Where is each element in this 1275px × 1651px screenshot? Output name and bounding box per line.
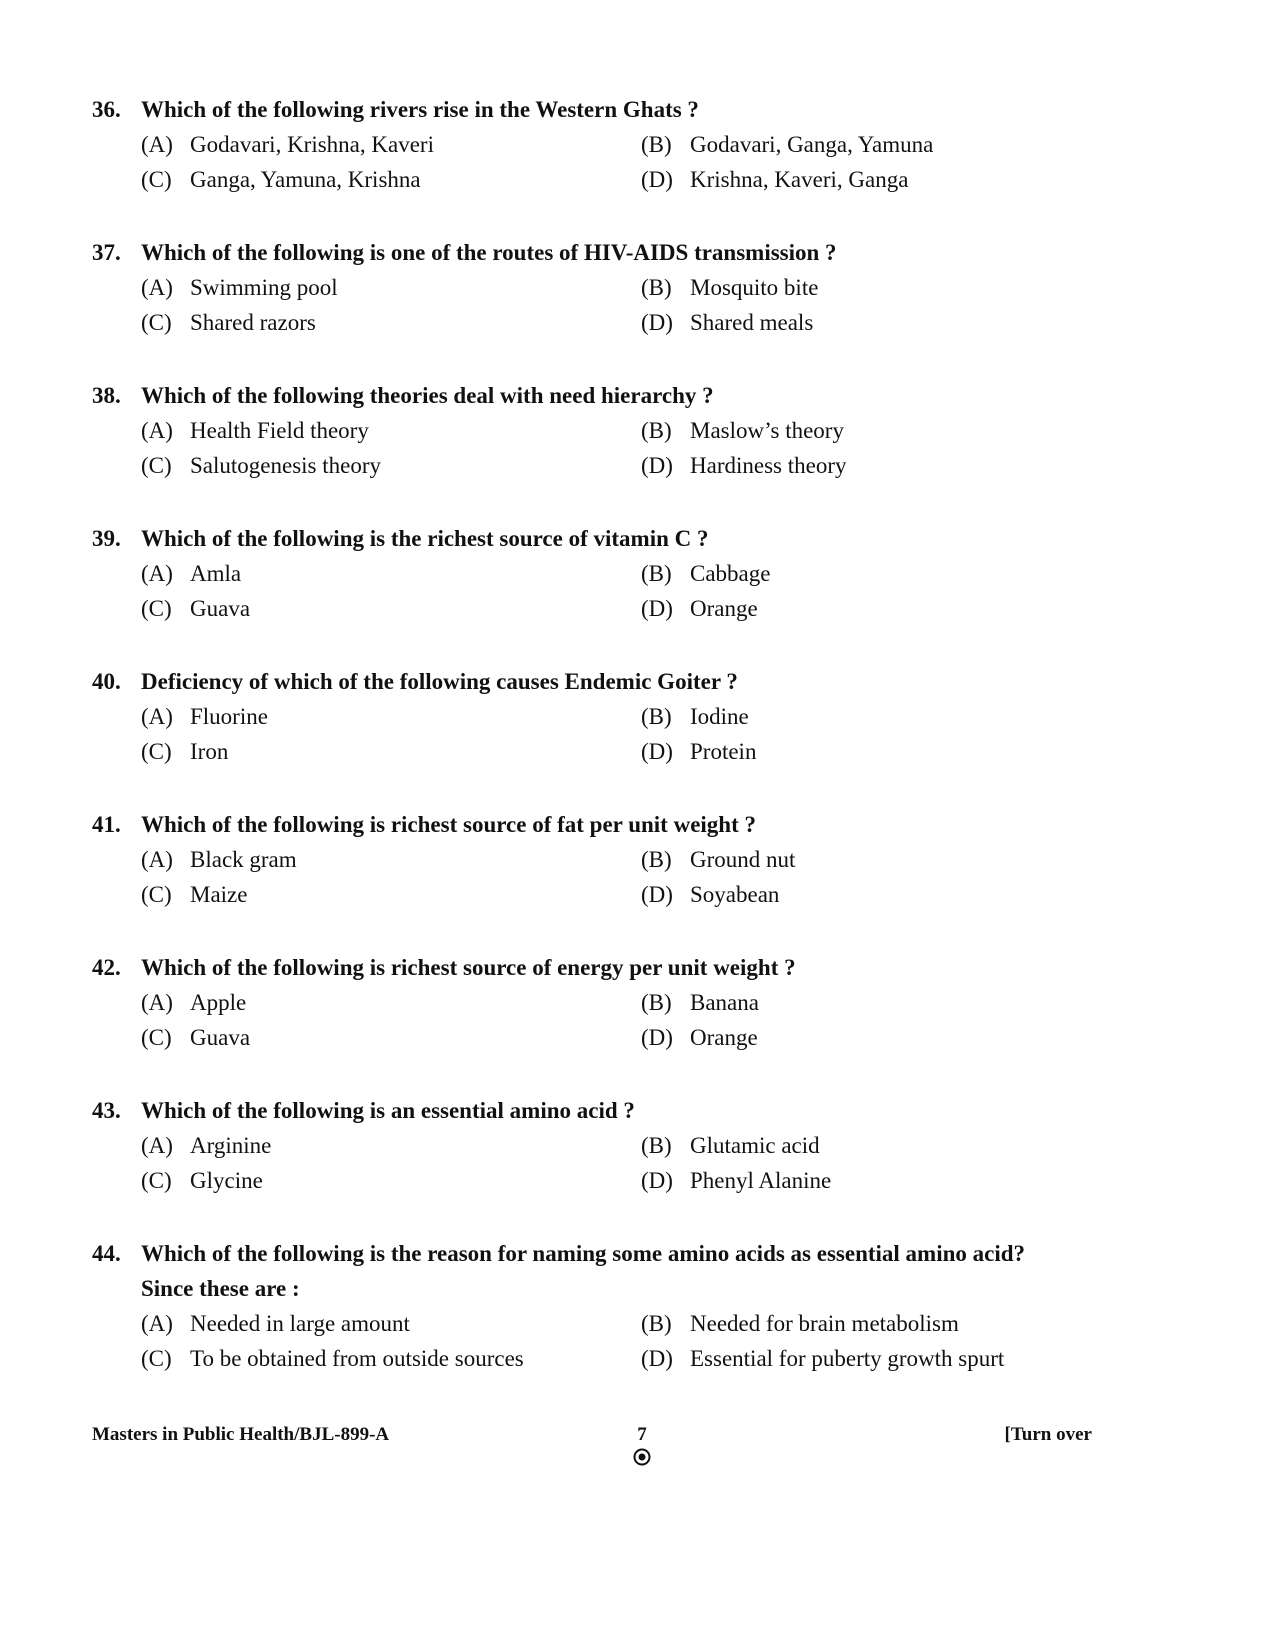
option-letter: (C) [141,1168,172,1193]
question-39 [92,521,1092,626]
option-letter: (B) [641,704,672,729]
question-number: 41. [92,812,121,837]
options [141,127,1092,197]
option-text: Essential for puberty growth spurt [690,1346,1005,1371]
options [141,842,1092,912]
option-text: Orange [690,1025,758,1050]
option-c [141,734,641,769]
question-42 [92,950,1092,1055]
option-text: Cabbage [690,561,771,586]
question-text: Which of the following is richest source of energy per unit weight ? [141,955,796,980]
footer-course-code: Masters in Public Health/BJL-899-A [92,1424,390,1445]
option-c [141,877,641,912]
option-d [641,1341,1091,1376]
option-d [641,162,1091,197]
option-b [641,699,1091,734]
option-a [141,842,641,877]
option-letter: (B) [641,990,672,1015]
option-text: Guava [190,1025,251,1050]
option-text: Godavari, Ganga, Yamuna [690,132,934,157]
option-text: Arginine [190,1133,272,1158]
question-number: 40. [92,669,121,694]
option-letter: (C) [141,882,172,907]
question-stem [92,521,1092,556]
option-d [641,1020,1091,1055]
option-b [641,270,1091,305]
option-letter: (D) [641,882,673,907]
option-text: Banana [690,990,759,1015]
option-letter: (B) [641,275,672,300]
option-letter: (A) [141,132,173,157]
option-letter: (C) [141,453,172,478]
question-41 [92,807,1092,912]
options [141,1128,1092,1198]
option-a [141,127,641,162]
question-text-line2: Since these are : [141,1276,300,1301]
option-text: Ground nut [690,847,796,872]
page-number: 7 [637,1424,647,1445]
option-text: Krishna, Kaveri, Ganga [690,167,909,192]
option-b [641,556,1091,591]
question-36 [92,92,1092,197]
option-text: Glutamic acid [690,1133,820,1158]
option-letter: (D) [641,596,673,621]
question-40 [92,664,1092,769]
question-stem [92,92,1092,127]
question-number: 38. [92,383,121,408]
option-a [141,270,641,305]
options [141,985,1092,1055]
option-letter: (C) [141,1346,172,1371]
options [141,413,1092,483]
question-text: Which of the following is one of the routes of HIV-AIDS transmission ? [141,240,837,265]
option-text: To be obtained from outside sources [190,1346,524,1371]
option-a [141,985,641,1020]
option-letter: (C) [141,1025,172,1050]
option-letter: (B) [641,1133,672,1158]
option-a [141,556,641,591]
option-letter: (A) [141,704,173,729]
option-letter: (C) [141,310,172,335]
option-b [641,1128,1091,1163]
option-text: Ganga, Yamuna, Krishna [190,167,421,192]
option-b [641,1306,1091,1341]
option-letter: (B) [641,418,672,443]
option-letter: (B) [641,847,672,872]
question-37 [92,235,1092,340]
option-c [141,1163,641,1198]
options [141,556,1092,626]
option-text: Godavari, Krishna, Kaveri [190,132,434,157]
page-footer [92,1424,1092,1464]
question-text: Deficiency of which of the following causes Endemic Goiter ? [141,669,738,694]
option-letter: (D) [641,453,673,478]
option-letter: (A) [141,990,173,1015]
question-text-line1: Which of the following is the reason for naming some amino acids as essential amino acid? [141,1241,1026,1266]
question-44 [92,1236,1092,1376]
option-d [641,591,1091,626]
question-stem [92,664,1092,699]
option-text: Guava [190,596,251,621]
option-c [141,162,641,197]
option-letter: (C) [141,167,172,192]
option-text: Needed in large amount [190,1311,410,1336]
question-number: 43. [92,1098,121,1123]
option-d [641,877,1091,912]
option-letter: (D) [641,1025,673,1050]
option-text: Shared razors [190,310,316,335]
option-letter: (A) [141,275,173,300]
option-text: Protein [690,739,757,764]
target-icon [633,1448,651,1466]
option-text: Salutogenesis theory [190,453,381,478]
question-stem [92,1093,1092,1128]
option-b [641,842,1091,877]
option-a [141,1128,641,1163]
option-d [641,448,1091,483]
option-a [141,413,641,448]
option-a [141,699,641,734]
option-letter: (B) [641,132,672,157]
question-list [92,92,1092,1414]
option-letter: (B) [641,561,672,586]
option-letter: (A) [141,1133,173,1158]
question-stem [92,950,1092,985]
option-letter: (D) [641,1346,673,1371]
option-text: Amla [190,561,242,586]
option-letter: (C) [141,596,172,621]
option-text: Mosquito bite [690,275,819,300]
option-text: Hardiness theory [690,453,847,478]
option-text: Iodine [690,704,749,729]
question-text: Which of the following is richest source of fat per unit weight ? [141,812,757,837]
option-c [141,1020,641,1055]
option-c [141,305,641,340]
option-c [141,591,641,626]
option-text: Orange [690,596,758,621]
option-letter: (A) [141,561,173,586]
question-number: 37. [92,240,121,265]
options [141,270,1092,340]
question-number: 39. [92,526,121,551]
option-d [641,305,1091,340]
option-c [141,1341,641,1376]
option-b [641,127,1091,162]
question-number: 42. [92,955,121,980]
option-text: Swimming pool [190,275,338,300]
question-43 [92,1093,1092,1198]
option-letter: (C) [141,739,172,764]
options [141,1306,1092,1376]
question-text: Which of the following rivers rise in the Western Ghats ? [141,97,699,122]
option-text: Apple [190,990,247,1015]
option-letter: (A) [141,418,173,443]
option-letter: (D) [641,310,673,335]
option-text: Glycine [190,1168,263,1193]
question-number: 36. [92,97,121,122]
question-stem [92,378,1092,413]
option-b [641,413,1091,448]
option-text: Maslow’s theory [690,418,844,443]
question-38 [92,378,1092,483]
option-b [641,985,1091,1020]
option-text: Soyabean [690,882,780,907]
options [141,699,1092,769]
option-letter: (D) [641,167,673,192]
option-text: Black gram [190,847,297,872]
option-d [641,1163,1091,1198]
turn-over-note: [Turn over [1004,1424,1092,1445]
option-text: Shared meals [690,310,814,335]
option-text: Fluorine [190,704,268,729]
question-stem [92,235,1092,270]
option-a [141,1306,641,1341]
option-text: Phenyl Alanine [690,1168,832,1193]
option-letter: (A) [141,1311,173,1336]
option-letter: (B) [641,1311,672,1336]
option-text: Maize [190,882,248,907]
option-letter: (D) [641,739,673,764]
question-stem [92,807,1092,842]
question-text: Which of the following is the richest source of vitamin C ? [141,526,709,551]
question-text: Which of the following theories deal with need hierarchy ? [141,383,714,408]
option-d [641,734,1091,769]
option-text: Iron [190,739,229,764]
option-text: Needed for brain metabolism [690,1311,959,1336]
option-text: Health Field theory [190,418,369,443]
footer-page-number-block [627,1424,657,1466]
option-letter: (A) [141,847,173,872]
question-number: 44. [92,1241,121,1266]
question-text: Which of the following is an essential amino acid ? [141,1098,635,1123]
option-letter: (D) [641,1168,673,1193]
question-stem [92,1236,1092,1306]
question-text [141,1236,1092,1306]
option-c [141,448,641,483]
